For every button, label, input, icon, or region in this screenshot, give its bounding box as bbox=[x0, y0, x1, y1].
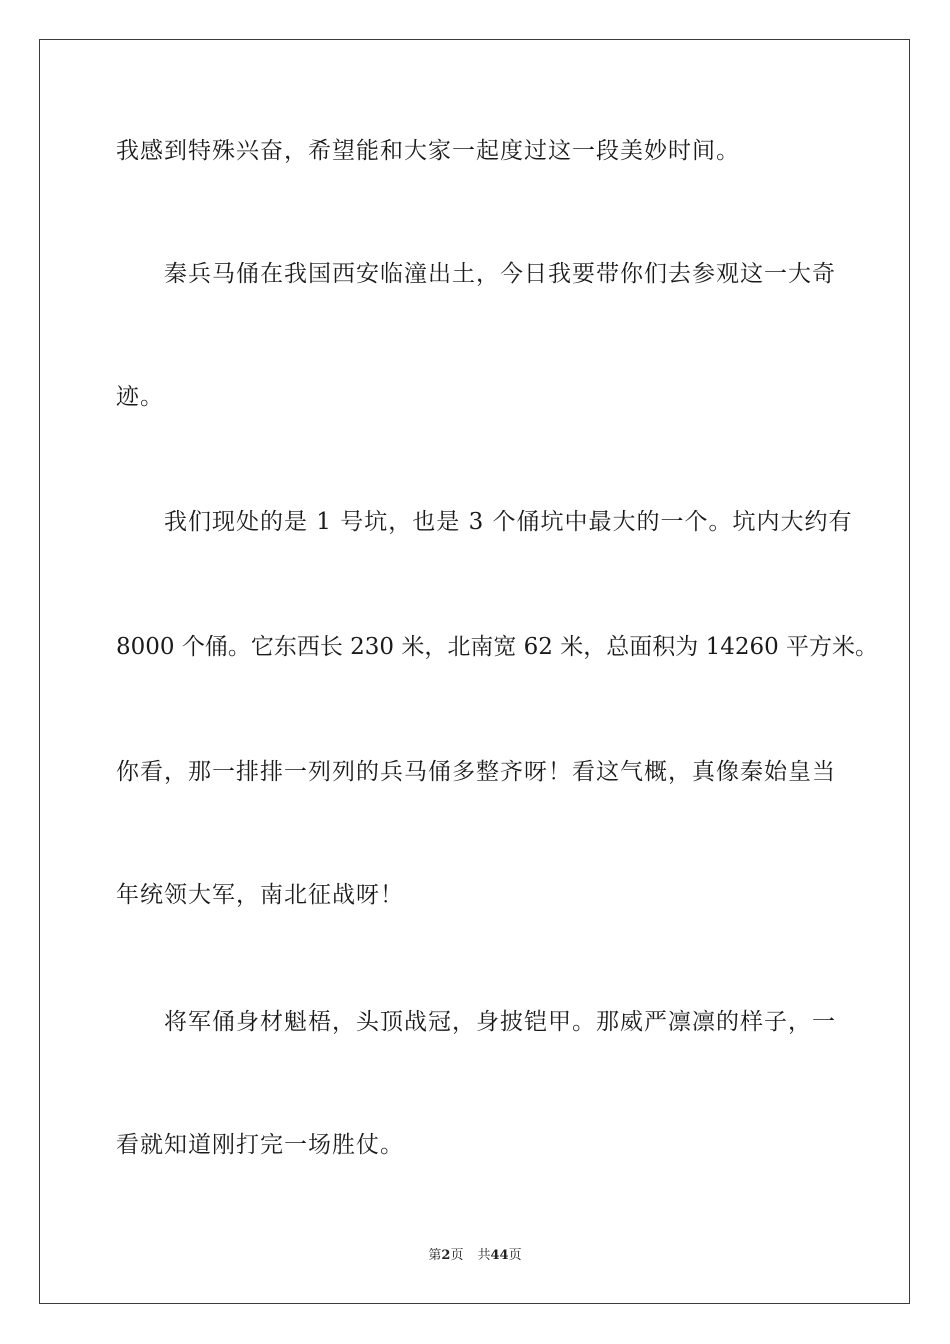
text-line: 看就知道刚打完一场胜仗。 bbox=[116, 1132, 404, 1158]
text-line: 将军俑身材魁梧，头顶战冠，身披铠甲。那威严凛凛的样子，一 bbox=[164, 1009, 836, 1035]
text-line: 我们现处的是 1 号坑，也是 3 个俑坑中最大的一个。坑内大约有 bbox=[164, 509, 853, 535]
page-border bbox=[39, 39, 910, 1304]
text-line: 你看，那一排排一列列的兵马俑多整齐呀！看这气概，真像秦始皇当 bbox=[116, 759, 836, 785]
text-line: 年统领大军，南北征战呀！ bbox=[116, 882, 404, 908]
text-line: 8000 个俑。它东西长 230 米，北南宽 62 米，总面积为 14260 平方米。 bbox=[116, 634, 879, 660]
text-line: 我感到特殊兴奋，希望能和大家一起度过这一段美妙时间。 bbox=[116, 138, 740, 164]
total-label-prefix: 共 bbox=[477, 1248, 491, 1263]
page-label-suffix: 页 bbox=[450, 1248, 464, 1263]
text-line: 迹。 bbox=[116, 384, 164, 410]
page-label-prefix: 第 bbox=[428, 1248, 442, 1263]
text-line: 秦兵马俑在我国西安临潼出土，今日我要带你们去参观这一大奇 bbox=[164, 261, 836, 287]
total-label-suffix: 页 bbox=[508, 1248, 522, 1263]
page-number: 2 bbox=[441, 1248, 451, 1263]
page-footer bbox=[0, 1248, 950, 1264]
total-pages: 44 bbox=[490, 1248, 509, 1263]
